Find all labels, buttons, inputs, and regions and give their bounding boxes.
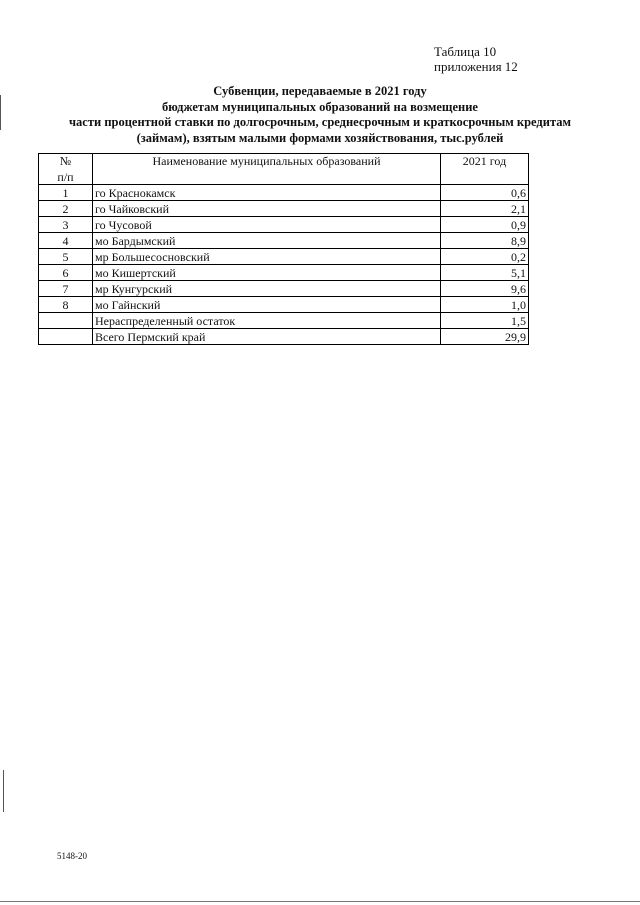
table-reference — [434, 44, 518, 74]
row-number: 7 — [39, 281, 93, 297]
row-number: 2 — [39, 201, 93, 217]
row-name: мо Гайнский — [93, 297, 441, 313]
row-number: 5 — [39, 249, 93, 265]
title-line: Субвенции, передаваемые в 2021 году — [213, 84, 427, 98]
document-code: 5148-20 — [57, 851, 87, 861]
scan-edge-mark — [3, 770, 4, 812]
row-name: го Чайковский — [93, 201, 441, 217]
row-value: 8,9 — [441, 233, 529, 249]
header-number — [39, 154, 93, 185]
row-number — [39, 329, 93, 345]
document-title — [20, 84, 620, 146]
table-number: Таблица 10 — [434, 44, 497, 59]
header-number-sub: п/п — [57, 170, 74, 184]
row-number: 1 — [39, 185, 93, 201]
row-name: го Чусовой — [93, 217, 441, 233]
table-row-total — [39, 329, 529, 345]
row-value: 9,6 — [441, 281, 529, 297]
table-row — [39, 217, 529, 233]
title-line: (займам), взятым малыми формами хозяйствования, тыс.рублей — [136, 130, 504, 145]
row-value: 0,2 — [441, 249, 529, 265]
row-value: 0,9 — [441, 217, 529, 233]
row-name: мр Большесосновский — [93, 249, 441, 265]
row-name: го Краснокамск — [93, 185, 441, 201]
scan-edge-mark — [0, 95, 1, 130]
table-row — [39, 201, 529, 217]
row-value: 0,6 — [441, 185, 529, 201]
table-row — [39, 281, 529, 297]
table-row — [39, 185, 529, 201]
subsidy-table — [38, 153, 529, 345]
table-row-unallocated — [39, 313, 529, 329]
row-value: 2,1 — [441, 201, 529, 217]
row-number: 4 — [39, 233, 93, 249]
scan-bottom-rule — [0, 901, 640, 902]
row-number: 6 — [39, 265, 93, 281]
row-name: мр Кунгурский — [93, 281, 441, 297]
row-name: Всего Пермский край — [93, 329, 441, 345]
row-value: 5,1 — [441, 265, 529, 281]
row-value: 1,0 — [441, 297, 529, 313]
table-row — [39, 297, 529, 313]
row-name: мо Кишертский — [93, 265, 441, 281]
header-number-sign: № — [59, 154, 72, 168]
header-name: Наименование муниципальных образований — [93, 154, 441, 185]
table-header-row — [39, 154, 529, 185]
appendix-number: приложения 12 — [434, 59, 518, 74]
table-row — [39, 265, 529, 281]
row-value: 1,5 — [441, 313, 529, 329]
row-value: 29,9 — [441, 329, 529, 345]
header-year: 2021 год — [441, 154, 529, 185]
row-number — [39, 313, 93, 329]
row-name: мо Бардымский — [93, 233, 441, 249]
table-row — [39, 249, 529, 265]
row-name: Нераспределенный остаток — [93, 313, 441, 329]
title-line: части процентной ставки по долгосрочным, среднесрочным и краткосрочным кредитам — [69, 115, 571, 129]
title-line: бюджетам муниципальных образований на возмещение — [162, 99, 478, 114]
table-row — [39, 233, 529, 249]
row-number: 3 — [39, 217, 93, 233]
row-number: 8 — [39, 297, 93, 313]
